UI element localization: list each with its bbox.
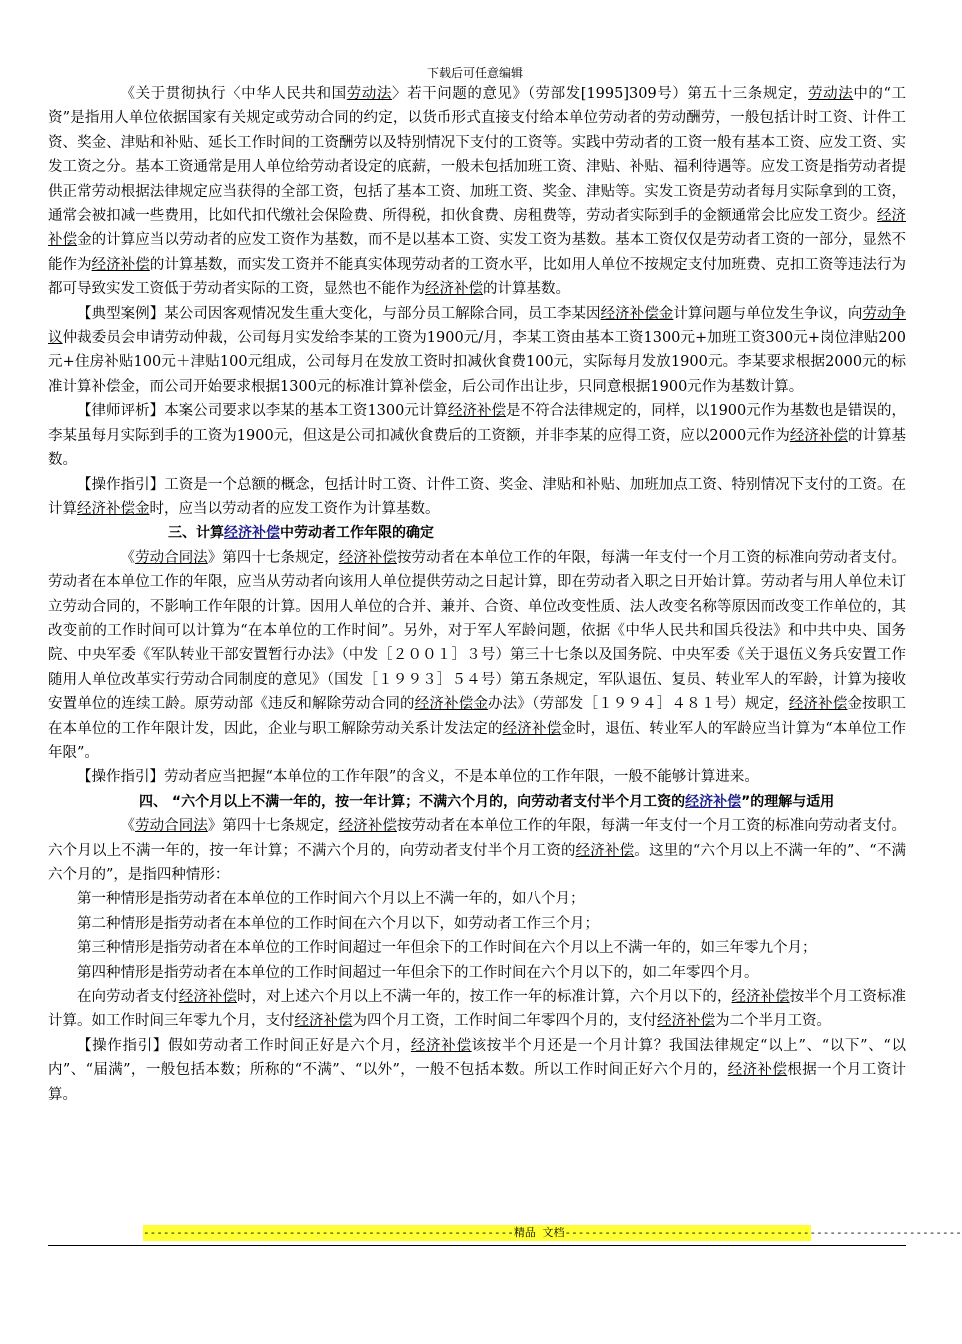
page-footer bbox=[48, 1225, 962, 1246]
text-run: ”的理解与适用 bbox=[741, 793, 835, 810]
typical-case-paragraph bbox=[48, 302, 906, 400]
text-run: 【操作指引】工资是一个总额的概念，包括计时工资、计件工资、奖金、津贴和补贴、加班加点工资、特别情况下支付的工资。在计算 bbox=[48, 476, 906, 517]
document-body bbox=[48, 82, 906, 1107]
case-line-4: 第四种情形是指劳动者在本单位的工作时间超过一年但余下的工作时间在六个月以下的，如二年零四个月。 bbox=[77, 964, 759, 981]
text-run: 按劳动者在本单位工作的年限，每满一年支付一个月工资的标准向劳动者支付。劳动者在本单位工作的年限，应当从劳动者向该用人单位提供劳动之日起计算，即在劳动者入职之日开始计算。劳动者与用人单位未订立劳动合同的，不影响工作年限的计算。因用人单位的合并、兼并、合资、单位改变性质、法人改变名称等原因而改变工作单位的，其改变前的工作时间可以计算为“在本单位的工作时间”。另外，对于军人军龄问题，依据《中华人民共和国兵役法》和中共中央、国务院、中央军委《军队转业干部安置暂行办法》（中发［２００１］３号）第三十七条以及国务院、中央军委《关于退伍义务兵安置工作随用人单位改革实行劳动合同制度的意见》（国发［１９９３］５４号）第五条规定，军队退伍、复员、转业军人的军龄，计算为接收安置单位的连续工龄。原劳动部《违反和解除劳动合同的 bbox=[48, 549, 907, 713]
text-run: 的计算基数，而实发工资并不能真实体现劳动者的工资水平，比如用人单位不按规定支付加班费、克扣工资等违法行为都可导致实发工资低于劳动者实际的工资，显然也不能作为 bbox=[48, 256, 907, 298]
section-heading-4 bbox=[48, 790, 906, 814]
keyword-link: 经济补偿 bbox=[425, 281, 483, 298]
footer-divider bbox=[48, 1245, 906, 1246]
text-run: 按劳动者在本单位工作的年限，每满一年支付一个月工资的标准向劳动者支付。六个月以上不满一年的，按一年计算；不满六个月的，向劳动者支付半个月工资的 bbox=[48, 818, 907, 859]
paragraph-six-months-rule bbox=[48, 814, 906, 887]
text-run: 金时，退伍、转业军人的军龄应当计算为“本单位工作年限”。 bbox=[48, 720, 907, 761]
text-run: 的计算基数。 bbox=[483, 281, 570, 298]
text-run: 《 bbox=[120, 549, 136, 566]
text-run: 四、 “六个月以上不满一年的，按一年计算；不满六个月的，向劳动者支付半个月工资的 bbox=[139, 793, 686, 810]
text-run: 的计算基数。 bbox=[48, 427, 907, 469]
operation-guide-paragraph bbox=[48, 765, 906, 789]
keyword-link: 经济补偿 bbox=[788, 696, 848, 713]
operation-guide-paragraph bbox=[48, 473, 906, 522]
keyword-link: 经济补偿 bbox=[657, 1013, 715, 1030]
section-heading-3 bbox=[48, 521, 906, 545]
header-note: 下载后可任意编辑 bbox=[426, 66, 523, 80]
keyword-link: 劳动法 bbox=[808, 86, 854, 102]
keyword-link: 经济补偿 bbox=[502, 720, 562, 737]
text-run: 按半个月工资标准计算。如工作时间三年零九个月，支付 bbox=[48, 989, 907, 1030]
text-run: 计算问题与单位发生争议，向 bbox=[673, 305, 863, 322]
text-run: 金按职工在本单位的工作年限计发，因此，企业与职工解除劳动关系计发法定的 bbox=[48, 696, 907, 737]
keyword-link: 经济补偿 bbox=[224, 525, 280, 542]
text-run: 为二个半月工资。 bbox=[715, 1013, 831, 1030]
text-run: 《 bbox=[120, 818, 136, 835]
paragraph-payment-example bbox=[48, 985, 906, 1034]
keyword-link: 经济补偿 bbox=[338, 549, 397, 566]
text-run: 该按半个月还是一个月计算？我国法律规定“以上”、“以下”、“以内”、“届满”，一般包括本数；所称的“不满”、“以外”，一般不包括本数。所以工作时间正好六个月的， bbox=[48, 1037, 907, 1079]
text-run: 办法》（劳部发［１９９４］４８１号）规定， bbox=[488, 696, 789, 713]
lawyer-analysis-paragraph bbox=[48, 399, 906, 472]
text-run: 【操作指引】假如劳动者工作时间正好是六个月， bbox=[77, 1037, 411, 1054]
keyword-link: 经济补偿金 bbox=[600, 305, 674, 322]
text-run: 中的“工资”是指用人单位依据国家有关规定或劳动合同的约定，以货币形式直接支付给本单位劳动者的劳动酬劳，一般包括计时工资、计件工资、奖金、津贴和补贴、延长工作时间的工资酬劳以及特别情况下支付的工资等。实践中劳动者的工资一般有基本工资、应发工资、实发工资之分。基本工资通常是用人单位给劳动者设定的底薪，一般未包括加班工资、津贴、补贴、福利待遇等。应发工资是指劳动者提供正常劳动根据法律规定应当获得的全部工资，包括了基本工资、加班工资、奖金、津贴等。实发工资是劳动者每月实际拿到的工资，通常会被扣减一些费用，比如代扣代缴社会保险费、所得税，扣伙食费、房租费等，劳动者实际到手的金额通常会比应发工资少。 bbox=[48, 86, 907, 225]
keyword-link: 经济补偿 bbox=[338, 818, 397, 835]
footer-banner: --------------------------------------------------------精品 文档------------------------------------------------------------ bbox=[143, 1226, 962, 1239]
text-run: 三、计算 bbox=[168, 525, 224, 542]
text-run: 【操作指引】劳动者应当把握“本单位的工作年限”的含义，不是本单位的工作年限，一般不能够计算进来。 bbox=[77, 769, 759, 786]
text-run: 【典型案例】某公司因客观情况发生重大变化，与部分员工解除合同，员工李某因 bbox=[77, 305, 601, 322]
text-run: 》第四十七条规定， bbox=[207, 549, 339, 566]
keyword-link: 劳动合同法 bbox=[135, 549, 208, 566]
keyword-link: 经济补偿 bbox=[789, 427, 848, 444]
keyword-link: 经济补偿 bbox=[447, 403, 507, 420]
keyword-link: 经济补偿 bbox=[731, 989, 790, 1006]
keyword-link: 劳动争议 bbox=[48, 305, 907, 347]
paragraph-wage-definition bbox=[48, 82, 906, 302]
keyword-link: 经济补偿 bbox=[575, 842, 635, 859]
keyword-link: 经济补偿金 bbox=[77, 500, 150, 517]
keyword-link: 经济补偿 bbox=[294, 1013, 353, 1030]
text-run: 。这里的“六个月以上不满一年的”、“不满六个月的”，是指四种情形： bbox=[48, 842, 906, 883]
case-line-2: 第二种情形是指劳动者在本单位的工作时间在六个月以下，如劳动者工作三个月； bbox=[77, 915, 599, 932]
text-run: 时，对上述六个月以上不满一年的，按工作一年的标准计算，六个月以下的， bbox=[237, 989, 732, 1006]
keyword-link: 经济补偿 bbox=[178, 989, 237, 1006]
text-run: 〉若干问题的意见》（劳部发[1995]309号）第五十三条规定， bbox=[391, 86, 809, 102]
keyword-link: 经济补偿 bbox=[48, 208, 906, 249]
keyword-link: 劳动法 bbox=[346, 86, 392, 102]
text-run: 【律师评析】本案公司要求以李某的基本工资1300元计算 bbox=[77, 403, 448, 420]
keyword-link: 经济补偿金 bbox=[414, 696, 489, 713]
keyword-link: 经济补偿 bbox=[91, 256, 150, 273]
keyword-link: 经济补偿 bbox=[685, 793, 742, 810]
text-run: 《关于贯彻执行〈中华人民共和国 bbox=[120, 86, 347, 102]
text-run: 时，应当以劳动者的应发工资作为计算基数。 bbox=[149, 500, 440, 517]
keyword-link: 经济补偿 bbox=[410, 1037, 472, 1054]
text-run: 》第四十七条规定， bbox=[207, 818, 339, 835]
keyword-link: 劳动合同法 bbox=[135, 818, 208, 835]
text-run: 仲裁委员会申请劳动仲裁，公司每月实发给李某的工资为1900元/月，李某工资由基本工资1300元+加班工资300元+岗位津贴200元+住房补贴100元＋津贴100元组成，公司每月在发放工资时扣减伙食费100元，实际每月发放1900元。李某要求根据2000元的标准计算补偿金，而公司开始要求根据1300元的标准计算补偿金，后公司作出让步，只同意根据1900元作为基数计算。 bbox=[48, 330, 907, 395]
text-run: 金的计算应当以劳动者的应发工资作为基数，而不是以基本工资、实发工资为基数。基本工资仅仅是劳动者工资的一部分，显然不能作为 bbox=[48, 232, 907, 273]
text-run: 根据一个月工资计算。 bbox=[48, 1062, 907, 1103]
text-run: 为四个月工资，工作时间二年零四个月的，支付 bbox=[352, 1013, 657, 1030]
keyword-link: 经济补偿 bbox=[727, 1062, 788, 1079]
text-run: 在向劳动者支付 bbox=[77, 989, 179, 1006]
text-run: 中劳动者工作年限的确定 bbox=[280, 525, 434, 542]
case-line-1: 第一种情形是指劳动者在本单位的工作时间六个月以上不满一年的，如八个月； bbox=[77, 891, 585, 908]
paragraph-work-years bbox=[48, 546, 906, 766]
operation-guide-paragraph bbox=[48, 1034, 906, 1107]
case-line-3: 第三种情形是指劳动者在本单位的工作时间超过一年但余下的工作时间在六个月以上不满一年的，如三年零九个月； bbox=[77, 940, 817, 957]
text-run: 是不符合法律规定的，同样，以1900元作为基数也是错误的，李某虽每月实际到手的工资为1900元，但这是公司扣减伙食费后的工资额，并非李某的应得工资，应以2000元作为 bbox=[48, 403, 906, 444]
